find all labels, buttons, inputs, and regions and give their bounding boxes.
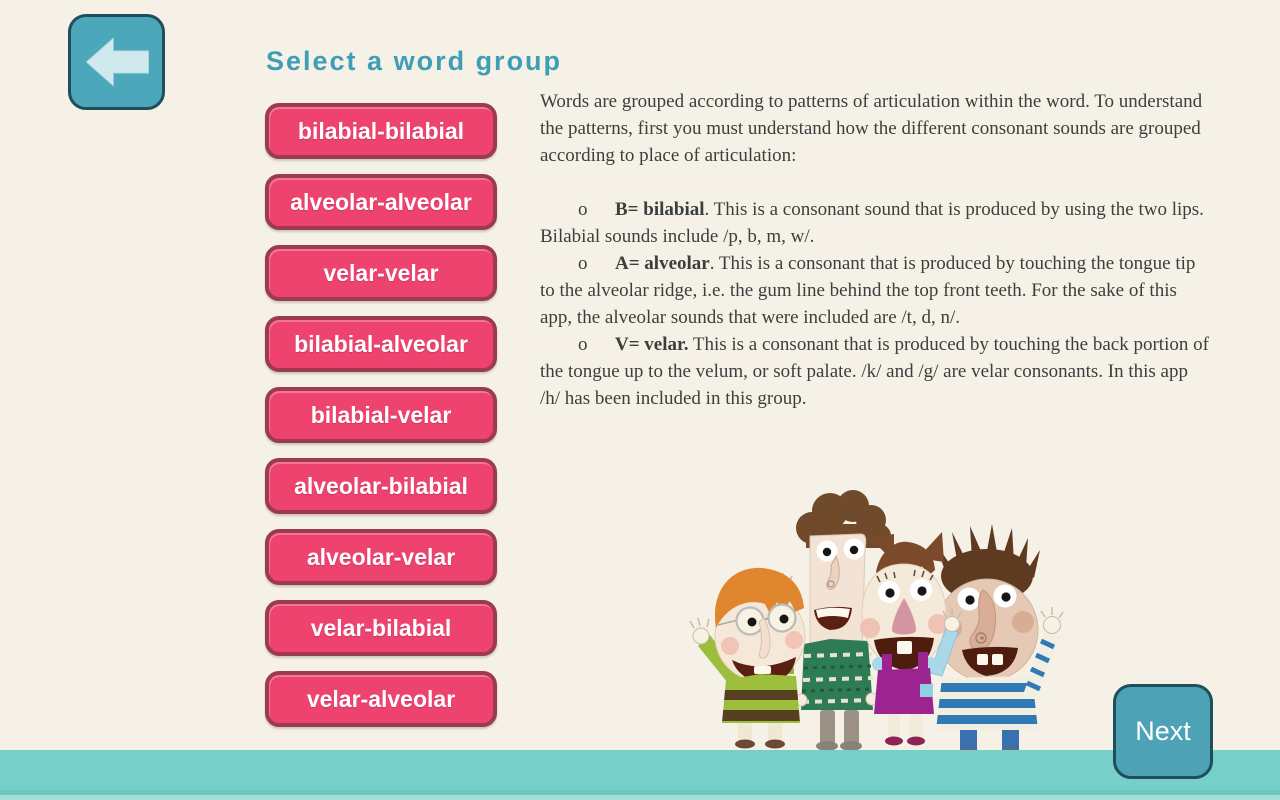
word-group-button-velar-bilabial[interactable]: velar-bilabial: [265, 600, 497, 656]
bottom-bar: [0, 750, 1280, 800]
bullet-bilabial: [540, 196, 1210, 250]
bullet-marker: o: [578, 199, 588, 220]
word-group-button-alveolar-velar[interactable]: alveolar-velar: [265, 529, 497, 585]
word-group-button-velar-velar[interactable]: velar-velar: [265, 245, 497, 301]
bullet-body: . This is a consonant that is produced by touching the tongue tip to the alveolar ridge, i.e. the gum line behind the top front teeth. For the sake of this app, the alveolar sounds that were included are /t, d, n/.: [540, 253, 1196, 328]
word-group-button-alveolar-alveolar[interactable]: alveolar-alveolar: [265, 174, 497, 230]
bullet-lead: B= bilabial: [615, 199, 705, 220]
bullet-marker: o: [578, 253, 588, 274]
bullet-velar: [540, 331, 1210, 412]
word-group-button-bilabial-velar[interactable]: bilabial-velar: [265, 387, 497, 443]
word-group-button-alveolar-bilabial[interactable]: alveolar-bilabial: [265, 458, 497, 514]
description-intro: Words are grouped according to patterns of articulation within the word. To understand the patterns, first you must understand how the different consonant sounds are grouped according to place of articulation:: [540, 91, 1203, 166]
bullet-body: This is a consonant that is produced by touching the back portion of the tongue up to the velum, or soft palate. /k/ and /g/ are velar consonants. In this app /h/ has been included in this group.: [540, 334, 1209, 409]
word-group-button-bilabial-alveolar[interactable]: bilabial-alveolar: [265, 316, 497, 372]
bullet-marker: o: [578, 334, 588, 355]
four-cartoon-characters-illustration: [680, 478, 1080, 758]
bullet-lead: V= velar.: [615, 334, 689, 355]
bullet-lead: A= alveolar: [615, 253, 710, 274]
arrow-left-icon: [78, 30, 156, 94]
next-button[interactable]: [1113, 684, 1213, 779]
word-group-button-velar-alveolar[interactable]: velar-alveolar: [265, 671, 497, 727]
page-title: Select a word group: [266, 46, 563, 76]
bullet-alveolar: [540, 250, 1210, 331]
back-button[interactable]: [68, 14, 165, 110]
bullet-body: . This is a consonant sound that is produced by using the two lips. Bilabial sounds include /p, b, m, w/.: [540, 199, 1204, 247]
character-boy-glasses: [690, 568, 805, 749]
word-group-list: [265, 103, 497, 742]
word-group-button-bilabial-bilabial[interactable]: bilabial-bilabial: [265, 103, 497, 159]
next-button-label: Next: [1135, 716, 1191, 746]
description-text: [540, 88, 1210, 412]
